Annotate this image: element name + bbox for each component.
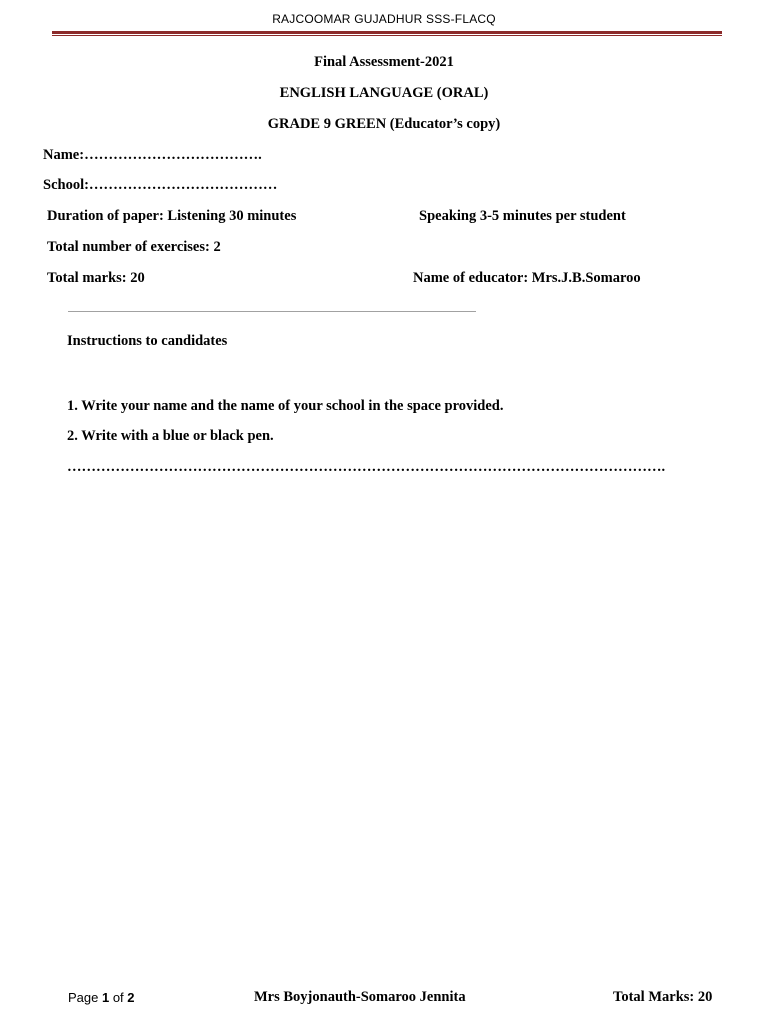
duration-info: Duration of paper: Listening 30 minutes <box>47 208 297 224</box>
header-rule-thin <box>52 35 722 36</box>
page-current: 1 <box>101 990 110 1005</box>
separator-dots: ............................................................................................................................................................................................................ <box>68 305 476 314</box>
closing-dots: ……………………………………………………………………………………………………………. <box>67 459 666 475</box>
exercises-info: Total number of exercises: 2 <box>47 239 221 255</box>
footer-author: Mrs Boyjonauth-Somaroo Jennita <box>254 989 466 1005</box>
instruction-item-1: 1. Write your name and the name of your school in the space provided. <box>67 398 504 414</box>
school-header: RAJCOOMAR GUJADHUR SSS-FLACQ <box>272 12 496 26</box>
educator-info: Name of educator: Mrs.J.B.Somaroo <box>413 270 641 286</box>
marks-info: Total marks: 20 <box>47 270 145 286</box>
footer-total-marks: Total Marks: 20 <box>613 989 713 1005</box>
grade-title: GRADE 9 GREEN (Educator’s copy) <box>267 116 501 132</box>
name-field: Name:………………………………. <box>43 147 262 163</box>
header-rule-thick <box>52 31 722 34</box>
page-total: 2 <box>127 990 135 1005</box>
subject-title: ENGLISH LANGUAGE (ORAL) <box>279 85 489 101</box>
page-number: Page 1 of 2 <box>68 990 135 1005</box>
instructions-heading: Instructions to candidates <box>67 333 228 349</box>
speaking-info: Speaking 3-5 minutes per student <box>419 208 626 224</box>
assessment-title: Final Assessment-2021 <box>314 54 454 70</box>
school-field: School:………………………………… <box>43 177 278 193</box>
instruction-item-2: 2. Write with a blue or black pen. <box>67 428 274 444</box>
